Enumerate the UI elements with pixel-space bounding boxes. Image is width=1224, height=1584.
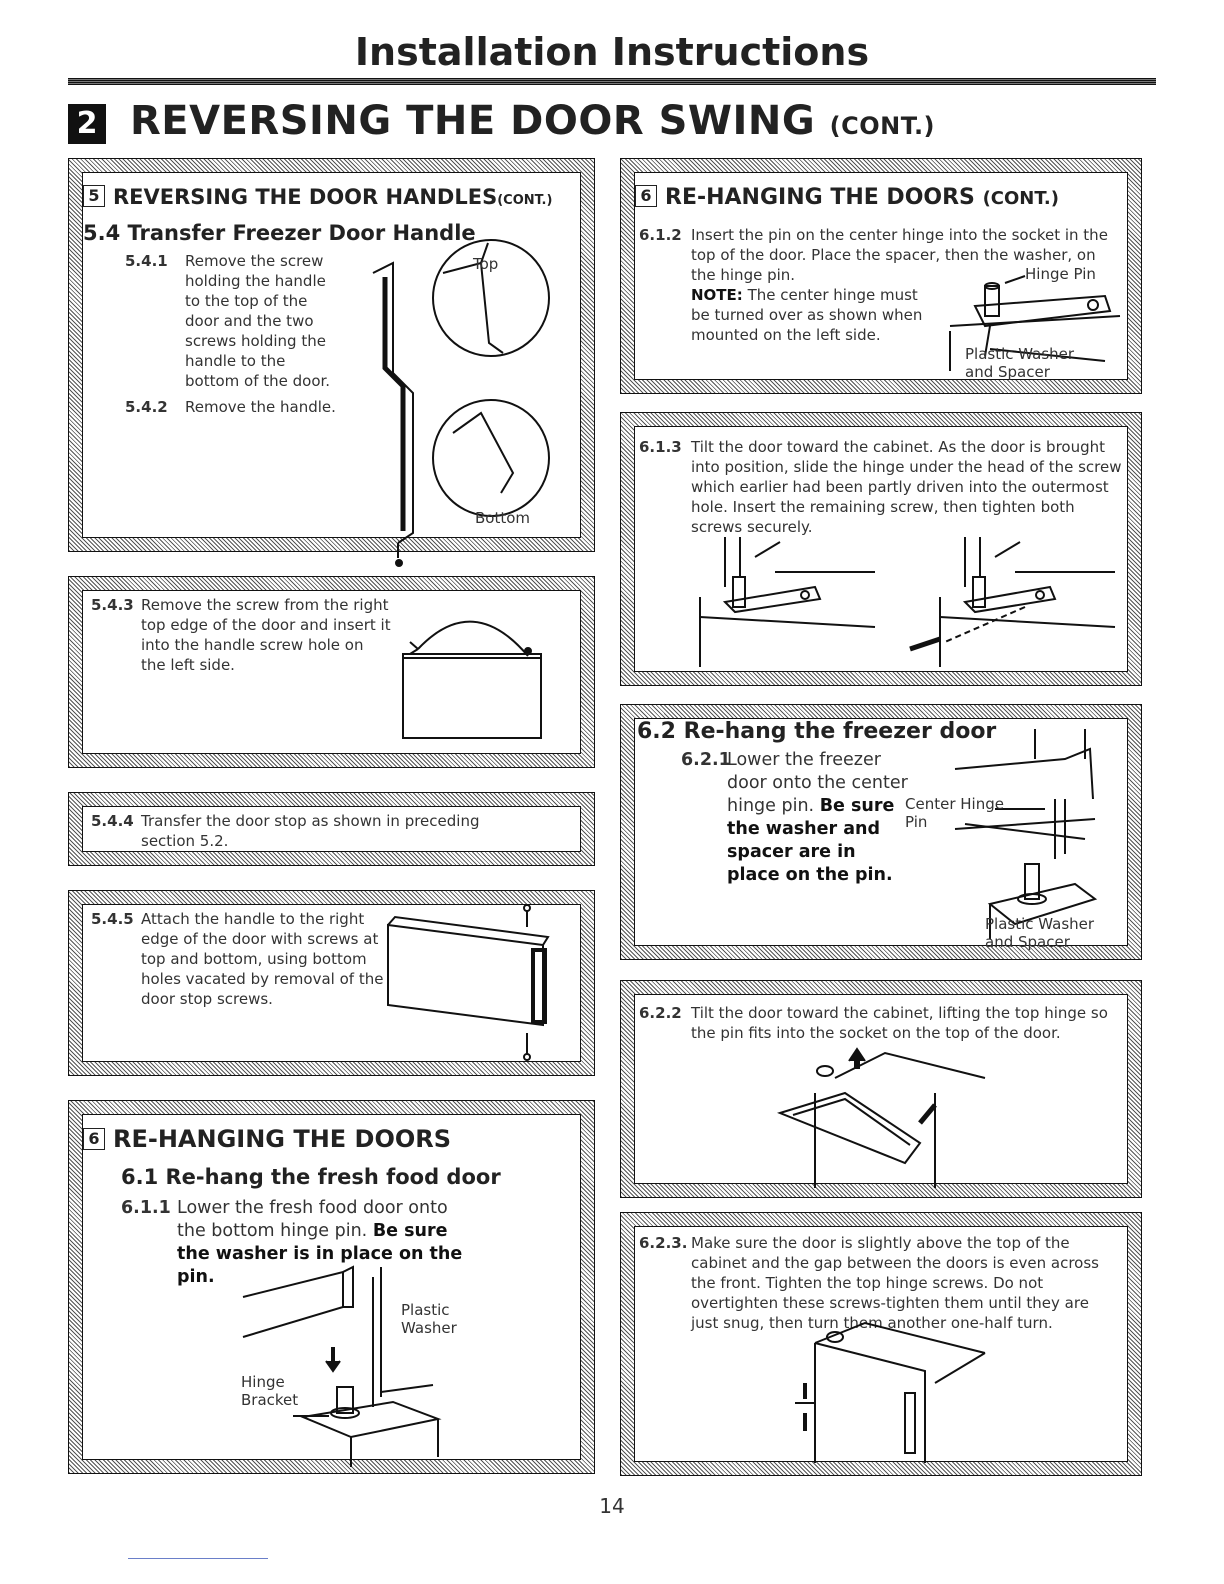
hinge-screw-illustration — [695, 537, 1115, 667]
step-5-4-3-text: Remove the screw from the right top edge of the door and insert it into the handle screw hole on the left side. — [141, 596, 391, 674]
step-6-1-3 — [639, 437, 1129, 537]
step-6-2-2 — [639, 1003, 1119, 1043]
section-cont: (CONT.) — [829, 112, 936, 140]
panel-step-5-4-5 — [68, 890, 595, 1076]
panel-rehang-fresh-food — [68, 1100, 595, 1474]
step-6-1-2-text: Insert the pin on the center hinge into the socket in the top of the door. Place the spacer, then the washer, on the hinge pin. — [691, 226, 1108, 284]
step-6-1-1-bold: Be sure the washer is in place on the pin. — [177, 1221, 463, 1287]
label-top: Top — [473, 255, 499, 273]
label-center-hinge-pin: Center Hinge Pin — [905, 795, 1004, 831]
section-title — [130, 98, 935, 144]
label-hinge-pin: Hinge Pin — [1025, 265, 1096, 283]
handle-attach-illustration — [383, 905, 563, 1065]
step-6-2-2-num: 6.2.2 — [639, 1004, 682, 1022]
door-handles-cont: (CONT.) — [497, 193, 553, 208]
step-6-2-3-num: 6.2.3. — [639, 1234, 688, 1252]
label-washer-spacer: Plastic Washer and Spacer — [965, 345, 1075, 381]
step-5-4-4-text: Transfer the door stop as shown in preceding section 5.2. — [141, 812, 480, 850]
section-number-badge: 2 — [68, 104, 106, 144]
step-5-4-3-num: 5.4.3 — [91, 596, 134, 614]
panel-step-5-4-3 — [68, 576, 595, 768]
step-5-4-3 — [91, 595, 391, 675]
label-plastic-washer: Plastic Washer — [401, 1301, 457, 1337]
step-6-2-3-text: Make sure the door is slightly above the top of the cabinet and the gap between the doors is even across the front. Tighten the top hinge screws. Do not overtighten these screws-tighten them until they are just snug, then turn them another one-half turn. — [691, 1234, 1099, 1332]
rehang-left-title: RE-HANGING THE DOORS — [113, 1125, 452, 1153]
step-5-4-5 — [91, 909, 391, 1009]
label-bottom: Bottom — [475, 509, 531, 527]
panel-step-6-1-3 — [620, 412, 1142, 686]
tilt-freezer-door-illustration — [775, 1053, 995, 1188]
fresh-food-hinge-illustration — [233, 1267, 453, 1457]
step-5-4-1 — [125, 251, 335, 391]
handle-removal-illustration — [363, 243, 563, 543]
step-5-4-1-text: Remove the screw holding the handle to the top of the door and the two screws holding the handle to the bottom of the door. — [185, 252, 331, 390]
step-5-4-1-num: 5.4.1 — [125, 252, 168, 270]
step-5-4-5-num: 5.4.5 — [91, 910, 134, 928]
panel-door-handles — [68, 158, 595, 552]
panel-step-6-1-2 — [620, 158, 1142, 394]
step-5-4-4 — [91, 811, 511, 851]
door-gap-illustration — [775, 1323, 995, 1463]
step-5-4-5-text: Attach the handle to the right edge of the door with screws at top and bottom, using bottom holes vacated by removal of the door stop screws. — [141, 910, 384, 1008]
screw-transfer-illustration — [388, 606, 563, 746]
step-6-1-1-text: Lower the fresh food door onto the bottom hinge pin. — [177, 1198, 448, 1241]
page-number: 14 — [599, 1494, 625, 1518]
panel-step-5-4-4 — [68, 792, 595, 866]
step-6-2-1-bold: Be sure the washer and spacer are in place on the pin. — [727, 796, 895, 885]
label-hinge-bracket: Hinge Bracket — [241, 1373, 299, 1409]
section-title-text: REVERSING THE DOOR SWING — [130, 98, 816, 144]
step-6-1-2-note — [691, 285, 931, 345]
panel-step-6-2-3 — [620, 1212, 1142, 1476]
step-6-1-3-num: 6.1.3 — [639, 438, 682, 456]
step-6-2-1-num: 6.2.1 — [681, 750, 731, 770]
rehang-right-heading — [635, 185, 1059, 210]
step-6-2-1-text: Lower the freezer door onto the center hinge pin. — [727, 750, 908, 816]
step-6-2-3 — [639, 1233, 1119, 1333]
door-handles-badge: 5 — [83, 185, 105, 207]
door-handles-heading — [83, 185, 552, 209]
step-6-2-1 — [681, 749, 911, 887]
freezer-hinge-illustration — [935, 729, 1135, 939]
step-6-1-1-num: 6.1.1 — [121, 1198, 171, 1218]
step-6-1-title: 6.1 Re-hang the fresh food door — [121, 1165, 501, 1189]
label-washer-spacer-2: Plastic Washer and Spacer — [985, 915, 1095, 951]
step-6-1-2-num: 6.1.2 — [639, 226, 682, 244]
panel-step-6-2-2 — [620, 980, 1142, 1198]
rehang-right-title: RE-HANGING THE DOORS — [665, 185, 975, 210]
step-6-2-title: 6.2 Re-hang the freezer door — [637, 719, 997, 744]
step-5-4-4-num: 5.4.4 — [91, 812, 134, 830]
step-5-4-2 — [125, 397, 385, 417]
door-handles-title: REVERSING THE DOOR HANDLES — [113, 185, 498, 209]
note-label: NOTE: — [691, 286, 743, 304]
note-text: The center hinge must be turned over as shown when mounted on the left side. — [691, 286, 923, 344]
rehang-right-badge: 6 — [635, 185, 657, 207]
rehang-right-cont: (CONT.) — [982, 188, 1059, 209]
step-5-4-2-text: Remove the handle. — [185, 398, 336, 416]
footer-rule — [128, 1558, 268, 1559]
step-5-4-2-num: 5.4.2 — [125, 398, 168, 416]
step-6-1-3-text: Tilt the door toward the cabinet. As the door is brought into position, slide the hinge under the head of the screw which earlier had been partly driven into the outermost hole. Insert the remaining screw, then tighten both screws securely. — [691, 438, 1122, 536]
title-rule — [68, 78, 1156, 85]
step-6-2-2-text: Tilt the door toward the cabinet, lifting the top hinge so the pin fits into the socket on the top of the door. — [691, 1004, 1108, 1042]
page-title: Installation Instructions — [354, 30, 870, 74]
panel-step-6-2 — [620, 704, 1142, 960]
step-5-4-title: 5.4 Transfer Freezer Door Handle — [83, 221, 476, 245]
rehang-left-heading — [83, 1125, 451, 1153]
rehang-left-badge: 6 — [83, 1128, 105, 1150]
